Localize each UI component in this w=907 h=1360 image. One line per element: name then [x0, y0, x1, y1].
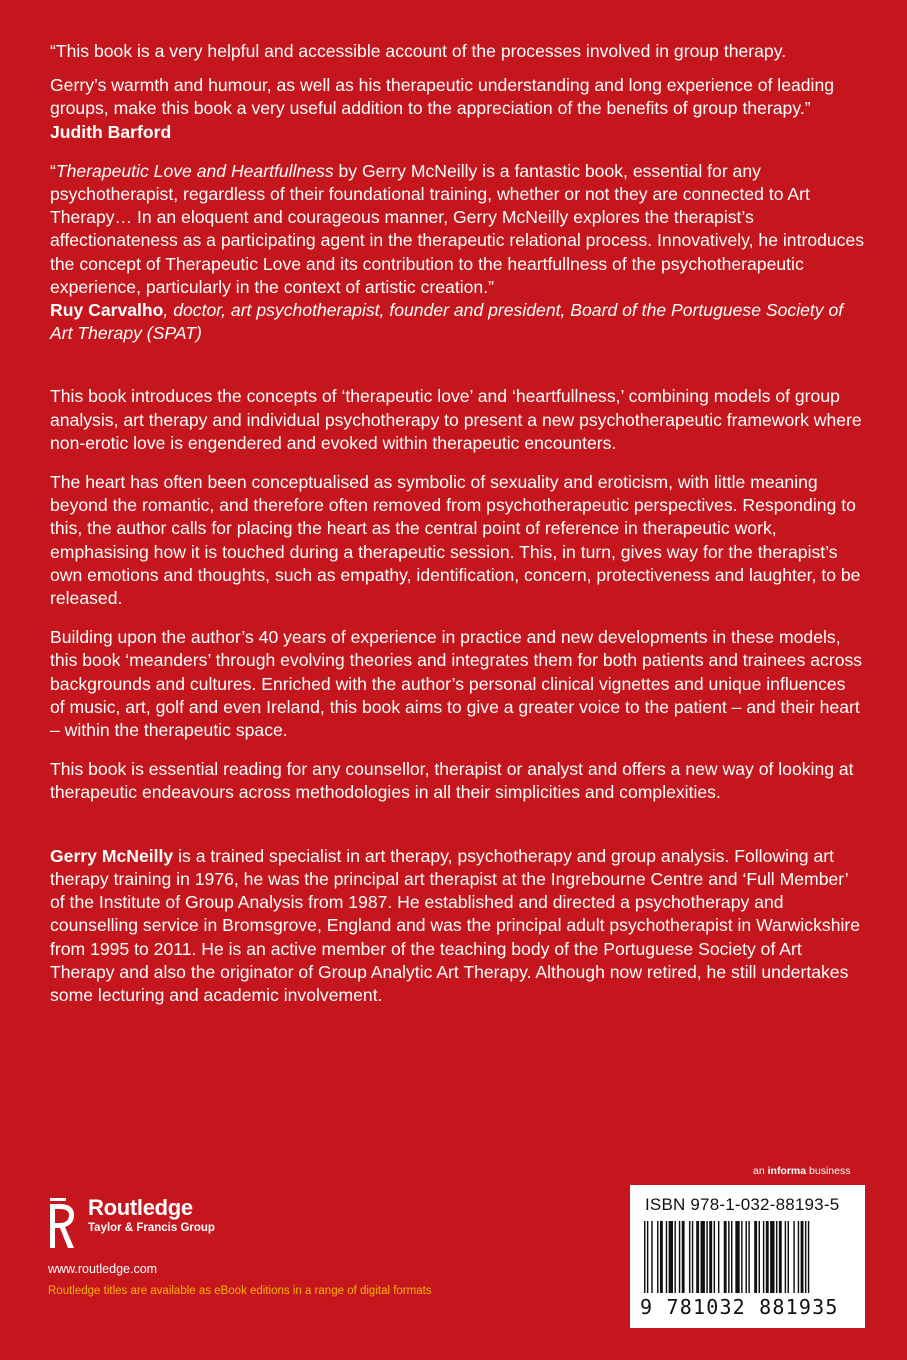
barcode-bar	[776, 1221, 777, 1293]
description-para-3: Building upon the author’s 40 years of experience in practice and new developments in these models, this book ‘meanders’ through evolving theories and integrates them for both patients and trainees across backgrounds and cultures. Enriched with the author’s personal clinical vignettes and unique influences of music, art, golf and even Ireland, this book aims to give a greater voice to the patient – and their heart – within the therapeutic space.	[50, 627, 863, 741]
barcode-bar	[696, 1221, 699, 1293]
publisher-name: Routledge	[88, 1195, 193, 1220]
endorsement-2-attribution: Ruy Carvalho, doctor, art psychotherapist, founder and president, Board of the Portuguese Society of Art Therapy (SPAT)	[50, 300, 844, 344]
publisher-group: Taylor & Francis Group	[88, 1222, 215, 1234]
quote-open-mark: “	[50, 160, 56, 181]
barcode-number: 9 781032 881935	[640, 1295, 839, 1319]
bio-text: is a trained specialist in art therapy, psychotherapy and group analysis. Following art therapy training in 1976, he was the principal art therapist at the Ingrebourne Centre and ‘Full Member’ of the Institute of Group Analysis from 1987. He established and directed a psychotherapy and counselling service in Bromsgrove, England and was the principal adult psychotherapist in Warwickshire from 1995 to 2011. He is an active member of the teaching body of the Portuguese Society of Art Therapy and also the originator of Group Analytic Art Therapy. Although now retired, he still undertakes some lecturing and academic involvement.	[50, 845, 861, 1005]
barcode-bar	[701, 1221, 705, 1293]
barcode-bar	[788, 1221, 789, 1293]
barcode-bar	[692, 1221, 693, 1293]
barcode-bar	[651, 1221, 652, 1293]
barcode-bar	[770, 1221, 774, 1293]
barcode-bar	[808, 1221, 809, 1293]
barcode-bar	[728, 1221, 729, 1293]
barcode-bar	[746, 1221, 747, 1293]
barcode-bar	[801, 1221, 804, 1293]
informa-brand: informa	[767, 1165, 807, 1177]
isbn-text: ISBN 978-1-032-88193-5	[645, 1195, 840, 1214]
barcode-bar	[759, 1221, 760, 1293]
endorsement-1-para-1: “This book is a very helpful and accessible account of the processes involved in group therapy.	[50, 41, 787, 61]
barcode-bar	[793, 1221, 794, 1293]
barcode-bar	[763, 1221, 764, 1293]
ebook-note: Routledge titles are available as eBook editions in a range of digital formats	[48, 1285, 432, 1297]
barcode-bar	[679, 1221, 680, 1293]
author-bio	[50, 845, 865, 1007]
barcode-bar	[706, 1221, 707, 1293]
informa-business-tag: an informa business	[753, 1165, 851, 1177]
barcode-bar	[735, 1221, 739, 1293]
description-para-2: The heart has often been conceptualised as symbolic of sexuality and eroticism, with little meaning beyond the romantic, and therefore often removed from psychotherapeutic perspectives. Responding to this, the author calls for placing the heart as the central point of reference in therapeutic work, emphasising how it is touched during a therapeutic session. This, in turn, gives way for the therapist’s own emotions and thoughts, such as empathy, identification, concern, protectiveness and laughter, to be released.	[50, 472, 861, 609]
endorsement-1-para-2: Gerry’s warmth and humour, as well as his therapeutic understanding and long experience of leading groups, make this book a very useful addition to the appreciation of the benefits of group therapy.”	[50, 75, 835, 119]
barcode-bar	[714, 1221, 715, 1293]
publisher-block	[48, 1196, 432, 1297]
barcode-bar	[709, 1221, 712, 1293]
barcode-bar	[779, 1221, 782, 1293]
barcode-bar	[674, 1221, 675, 1293]
barcode-bar	[682, 1221, 685, 1293]
description-para-1: This book introduces the concepts of ‘therapeutic love’ and ‘heartfullness,’ combining models of group analysis, art therapy and individual psychotherapy to present a new psychotherapeutic framework where non-erotic love is engendered and evoked within therapeutic encounters.	[50, 386, 862, 453]
barcode-bar	[666, 1221, 667, 1293]
barcode-bar	[669, 1221, 673, 1293]
publisher-url: www.routledge.com	[48, 1262, 158, 1276]
endorsement-2-text: by Gerry McNeilly is a fantastic book, essential for any psychotherapist, regardless of their foundational training, whether or not they are connected to Art Therapy… In an eloquent and courageous manner, Gerry McNeilly explores the therapist’s affectionateness as a participating agent in the therapeutic relational process. Innovatively, he introduces the concept of Therapeutic Love and its contribution to the heartfullness of the psychotherapeutic experience, particularly in the context of artistic creation.”	[50, 160, 865, 297]
barcode-bar	[660, 1221, 663, 1293]
barcode-bar	[785, 1221, 786, 1293]
endorsement-2-quote	[50, 160, 865, 299]
book-title: Therapeutic Love and Heartfullness	[55, 160, 334, 181]
barcode-bar	[689, 1221, 690, 1293]
barcode-bar	[748, 1221, 749, 1293]
description-para-4: This book is essential reading for any counsellor, therapist or analyst and offers a new way of looking at therapeutic endeavours across methodologies in all their simplicities and complexities.	[50, 759, 854, 803]
barcode-bar	[657, 1221, 658, 1293]
barcode-bar	[718, 1221, 719, 1293]
routledge-r-logo-icon	[48, 1196, 78, 1250]
barcode-bar	[741, 1221, 742, 1293]
barcode-bar	[766, 1221, 769, 1293]
bio-author-name: Gerry McNeilly	[50, 845, 174, 866]
publisher-logo	[48, 1196, 432, 1250]
barcode-bar	[731, 1221, 732, 1293]
barcode-bar	[805, 1221, 806, 1293]
barcode-bar	[644, 1221, 645, 1293]
barcode-bar	[647, 1221, 648, 1293]
endorsement-2-author: Ruy Carvalho	[50, 300, 164, 321]
barcode-image	[644, 1221, 852, 1293]
endorsement-2-affiliation: doctor, art psychotherapist, founder and president, Board of the Portuguese Society of Art Therapy (SPAT)	[50, 300, 844, 344]
barcode-bar	[724, 1221, 727, 1293]
back-cover-text	[50, 40, 865, 1007]
barcode-bar	[754, 1221, 757, 1293]
barcode-bar	[798, 1221, 799, 1293]
isbn-barcode-box	[630, 1185, 865, 1328]
endorsement-1-author: Judith Barford	[50, 121, 172, 142]
